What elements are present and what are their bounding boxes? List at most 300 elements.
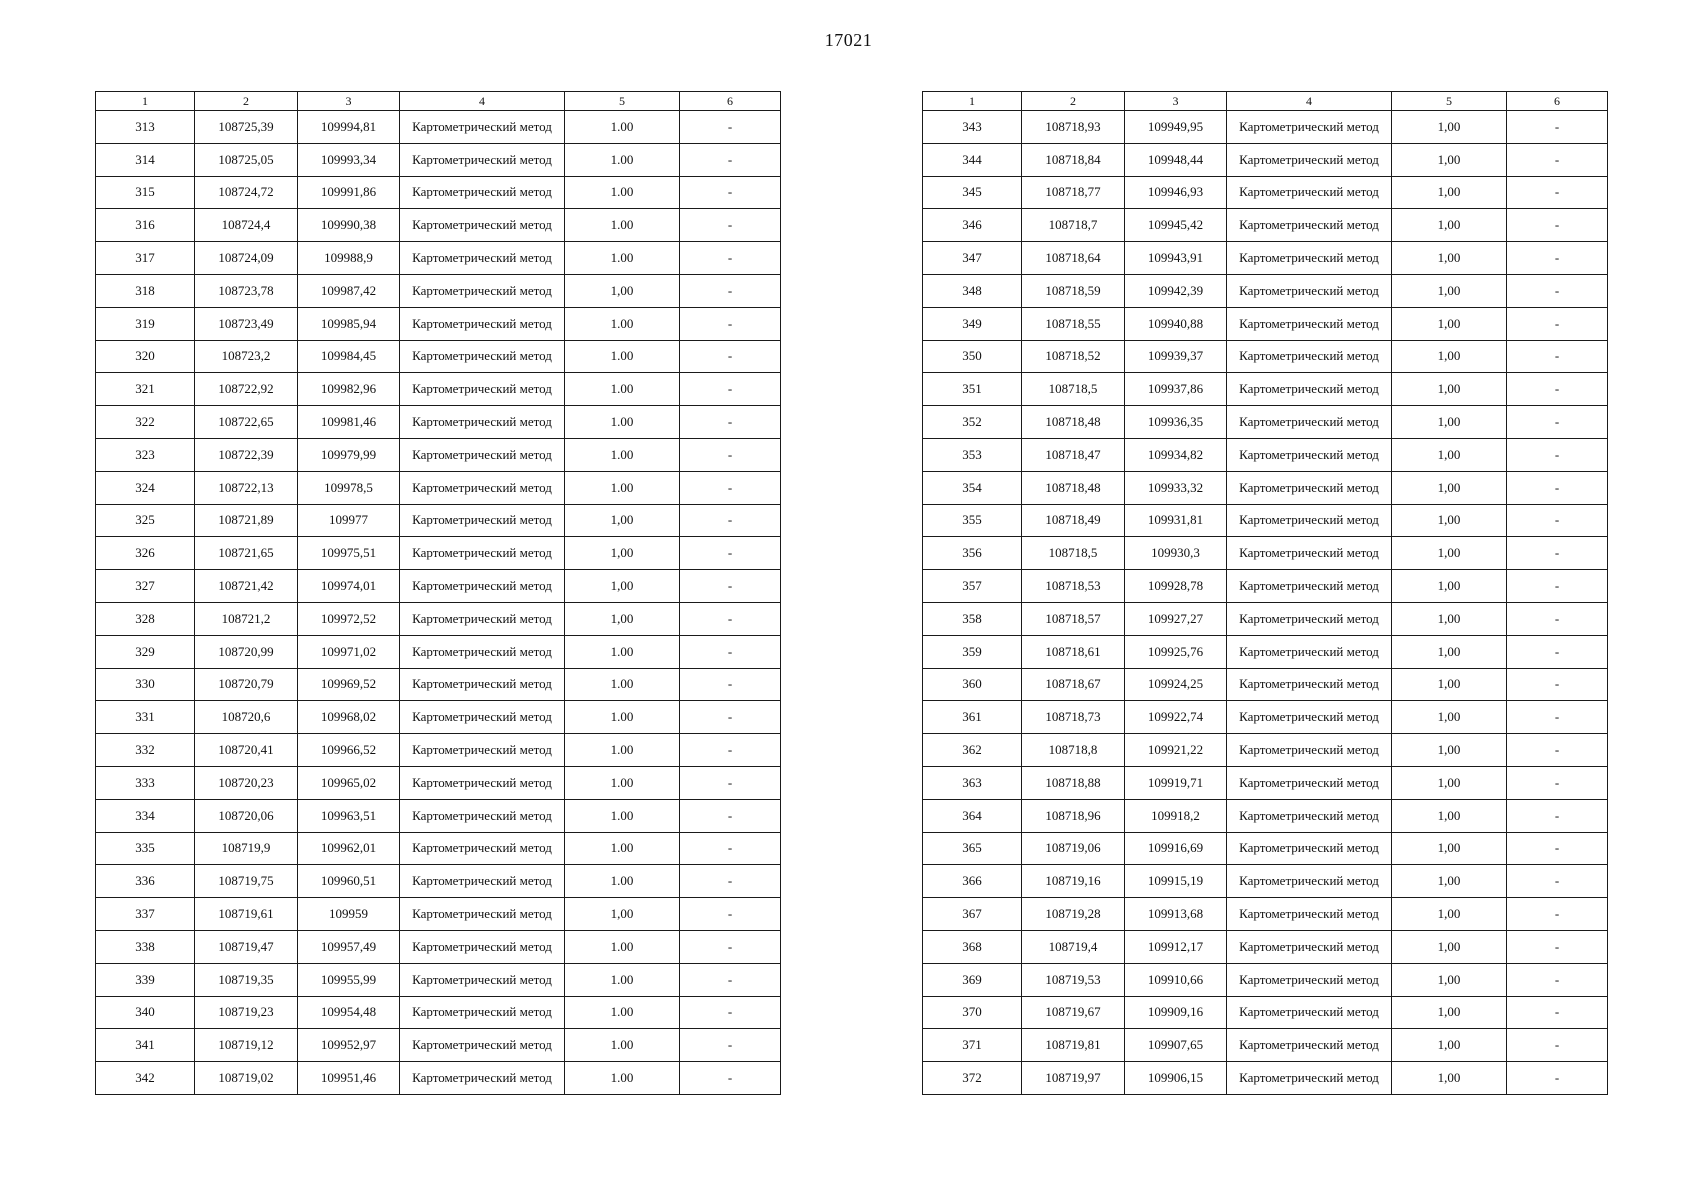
coord-x-cell: 108720,6 — [195, 701, 298, 734]
note-cell: - — [680, 504, 781, 537]
coord-x-cell: 108719,12 — [195, 1029, 298, 1062]
note-cell: - — [680, 701, 781, 734]
coord-y-cell: 109922,74 — [1125, 701, 1227, 734]
table-row — [923, 438, 1608, 471]
accuracy-cell: 1.00 — [565, 406, 680, 439]
accuracy-cell: 1,00 — [1392, 570, 1507, 603]
table-row — [96, 406, 781, 439]
table-row — [96, 865, 781, 898]
note-cell: - — [1507, 504, 1608, 537]
method-cell: Картометрический метод — [400, 406, 565, 439]
accuracy-cell: 1,00 — [1392, 242, 1507, 275]
note-cell: - — [680, 209, 781, 242]
point-number-cell: 323 — [96, 438, 195, 471]
table-row — [923, 307, 1608, 340]
method-cell: Картометрический метод — [400, 209, 565, 242]
point-number-cell: 329 — [96, 635, 195, 668]
point-number-cell: 327 — [96, 570, 195, 603]
method-cell: Картометрический метод — [1227, 930, 1392, 963]
note-cell: - — [680, 799, 781, 832]
accuracy-cell: 1,00 — [565, 570, 680, 603]
coord-y-cell: 109909,16 — [1125, 996, 1227, 1029]
column-header: 4 — [400, 92, 565, 111]
coord-y-cell: 109987,42 — [298, 274, 400, 307]
coord-x-cell: 108718,47 — [1022, 438, 1125, 471]
method-cell: Картометрический метод — [1227, 963, 1392, 996]
method-cell: Картометрический метод — [1227, 406, 1392, 439]
accuracy-cell: 1.00 — [565, 701, 680, 734]
accuracy-cell: 1,00 — [565, 602, 680, 635]
point-number-cell: 313 — [96, 111, 195, 144]
method-cell: Картометрический метод — [400, 570, 565, 603]
table-row — [96, 602, 781, 635]
note-cell: - — [680, 274, 781, 307]
coord-x-cell: 108719,75 — [195, 865, 298, 898]
coord-x-cell: 108718,61 — [1022, 635, 1125, 668]
method-cell: Картометрический метод — [400, 504, 565, 537]
point-number-cell: 359 — [923, 635, 1022, 668]
header-row — [96, 92, 781, 111]
point-number-cell: 356 — [923, 537, 1022, 570]
coord-x-cell: 108718,84 — [1022, 143, 1125, 176]
table-row — [96, 471, 781, 504]
table-row — [96, 242, 781, 275]
table-row — [923, 471, 1608, 504]
coord-y-cell: 109931,81 — [1125, 504, 1227, 537]
coord-y-cell: 109955,99 — [298, 963, 400, 996]
accuracy-cell: 1,00 — [1392, 340, 1507, 373]
accuracy-cell: 1.00 — [565, 438, 680, 471]
point-number-cell: 321 — [96, 373, 195, 406]
note-cell: - — [1507, 832, 1608, 865]
point-number-cell: 345 — [923, 176, 1022, 209]
coord-x-cell: 108721,42 — [195, 570, 298, 603]
note-cell: - — [680, 143, 781, 176]
method-cell: Картометрический метод — [400, 438, 565, 471]
coord-x-cell: 108718,5 — [1022, 373, 1125, 406]
coord-y-cell: 109957,49 — [298, 930, 400, 963]
accuracy-cell: 1,00 — [1392, 274, 1507, 307]
point-number-cell: 362 — [923, 734, 1022, 767]
accuracy-cell: 1,00 — [1392, 930, 1507, 963]
method-cell: Картометрический метод — [400, 1062, 565, 1095]
note-cell: - — [1507, 1062, 1608, 1095]
point-number-cell: 370 — [923, 996, 1022, 1029]
coord-y-cell: 109925,76 — [1125, 635, 1227, 668]
method-cell: Картометрический метод — [400, 668, 565, 701]
method-cell: Картометрический метод — [1227, 799, 1392, 832]
coord-y-cell: 109951,46 — [298, 1062, 400, 1095]
table-row — [923, 799, 1608, 832]
accuracy-cell: 1,00 — [1392, 734, 1507, 767]
coord-x-cell: 108719,47 — [195, 930, 298, 963]
point-number-cell: 322 — [96, 406, 195, 439]
note-cell: - — [680, 668, 781, 701]
method-cell: Картометрический метод — [400, 1029, 565, 1062]
point-number-cell: 328 — [96, 602, 195, 635]
coord-y-cell: 109993,34 — [298, 143, 400, 176]
coord-y-cell: 109949,95 — [1125, 111, 1227, 144]
table-row — [923, 766, 1608, 799]
accuracy-cell: 1.00 — [565, 340, 680, 373]
point-number-cell: 367 — [923, 898, 1022, 931]
coord-y-cell: 109918,2 — [1125, 799, 1227, 832]
method-cell: Картометрический метод — [1227, 734, 1392, 767]
method-cell: Картометрический метод — [400, 963, 565, 996]
table-row — [96, 734, 781, 767]
coordinates-table-left — [95, 91, 781, 1095]
table-row — [96, 701, 781, 734]
coord-x-cell: 108718,52 — [1022, 340, 1125, 373]
table-row — [923, 668, 1608, 701]
table-row — [923, 734, 1608, 767]
method-cell: Картометрический метод — [1227, 668, 1392, 701]
coord-y-cell: 109988,9 — [298, 242, 400, 275]
method-cell: Картометрический метод — [400, 373, 565, 406]
note-cell: - — [1507, 143, 1608, 176]
table-row — [923, 963, 1608, 996]
coord-y-cell: 109943,91 — [1125, 242, 1227, 275]
note-cell: - — [1507, 898, 1608, 931]
table-row — [923, 143, 1608, 176]
method-cell: Картометрический метод — [400, 340, 565, 373]
coord-x-cell: 108722,39 — [195, 438, 298, 471]
coord-y-cell: 109913,68 — [1125, 898, 1227, 931]
coord-x-cell: 108721,2 — [195, 602, 298, 635]
table-row — [96, 570, 781, 603]
point-number-cell: 319 — [96, 307, 195, 340]
coord-x-cell: 108724,09 — [195, 242, 298, 275]
column-header: 1 — [923, 92, 1022, 111]
coord-y-cell: 109969,52 — [298, 668, 400, 701]
coord-y-cell: 109962,01 — [298, 832, 400, 865]
accuracy-cell: 1.00 — [565, 799, 680, 832]
table-row — [96, 832, 781, 865]
coord-x-cell: 108718,55 — [1022, 307, 1125, 340]
coord-x-cell: 108718,59 — [1022, 274, 1125, 307]
coord-y-cell: 109906,15 — [1125, 1062, 1227, 1095]
note-cell: - — [1507, 570, 1608, 603]
note-cell: - — [1507, 963, 1608, 996]
coord-x-cell: 108724,4 — [195, 209, 298, 242]
coord-y-cell: 109934,82 — [1125, 438, 1227, 471]
table-row — [923, 832, 1608, 865]
table-row — [923, 537, 1608, 570]
coord-y-cell: 109930,3 — [1125, 537, 1227, 570]
note-cell: - — [680, 635, 781, 668]
coord-y-cell: 109959 — [298, 898, 400, 931]
table-row — [923, 1029, 1608, 1062]
coordinates-table-right — [922, 91, 1608, 1095]
point-number-cell: 361 — [923, 701, 1022, 734]
point-number-cell: 337 — [96, 898, 195, 931]
column-header: 6 — [1507, 92, 1608, 111]
accuracy-cell: 1,00 — [1392, 898, 1507, 931]
table-row — [923, 701, 1608, 734]
coord-x-cell: 108719,35 — [195, 963, 298, 996]
note-cell: - — [1507, 471, 1608, 504]
coord-x-cell: 108719,02 — [195, 1062, 298, 1095]
method-cell: Картометрический метод — [1227, 996, 1392, 1029]
coord-x-cell: 108718,8 — [1022, 734, 1125, 767]
accuracy-cell: 1,00 — [1392, 832, 1507, 865]
point-number-cell: 342 — [96, 1062, 195, 1095]
coord-x-cell: 108719,53 — [1022, 963, 1125, 996]
coord-x-cell: 108718,48 — [1022, 406, 1125, 439]
coord-x-cell: 108720,79 — [195, 668, 298, 701]
table-row — [96, 668, 781, 701]
method-cell: Картометрический метод — [1227, 111, 1392, 144]
point-number-cell: 318 — [96, 274, 195, 307]
accuracy-cell: 1,00 — [565, 537, 680, 570]
coord-y-cell: 109982,96 — [298, 373, 400, 406]
table-row — [923, 176, 1608, 209]
table-row — [96, 111, 781, 144]
note-cell: - — [680, 111, 781, 144]
table-body — [96, 111, 781, 1095]
point-number-cell: 353 — [923, 438, 1022, 471]
column-header: 3 — [298, 92, 400, 111]
note-cell: - — [680, 537, 781, 570]
coord-x-cell: 108719,67 — [1022, 996, 1125, 1029]
coord-y-cell: 109912,17 — [1125, 930, 1227, 963]
table-row — [96, 307, 781, 340]
table-row — [96, 209, 781, 242]
method-cell: Картометрический метод — [400, 307, 565, 340]
point-number-cell: 350 — [923, 340, 1022, 373]
page-number: 17021 — [824, 30, 873, 50]
method-cell: Картометрический метод — [400, 274, 565, 307]
table-row — [923, 373, 1608, 406]
method-cell: Картометрический метод — [1227, 865, 1392, 898]
coord-x-cell: 108718,49 — [1022, 504, 1125, 537]
note-cell: - — [680, 242, 781, 275]
table-row — [923, 340, 1608, 373]
accuracy-cell: 1.00 — [565, 307, 680, 340]
note-cell: - — [680, 996, 781, 1029]
method-cell: Картометрический метод — [1227, 602, 1392, 635]
table-row — [923, 635, 1608, 668]
method-cell: Картометрический метод — [400, 111, 565, 144]
coord-x-cell: 108719,81 — [1022, 1029, 1125, 1062]
table-row — [923, 274, 1608, 307]
table-header — [96, 92, 781, 111]
coord-y-cell: 109946,93 — [1125, 176, 1227, 209]
method-cell: Картометрический метод — [1227, 832, 1392, 865]
note-cell: - — [1507, 406, 1608, 439]
point-number-cell: 346 — [923, 209, 1022, 242]
note-cell: - — [680, 963, 781, 996]
accuracy-cell: 1,00 — [1392, 373, 1507, 406]
accuracy-cell: 1,00 — [1392, 307, 1507, 340]
table-row — [923, 602, 1608, 635]
accuracy-cell: 1,00 — [1392, 1029, 1507, 1062]
note-cell: - — [680, 340, 781, 373]
point-number-cell: 348 — [923, 274, 1022, 307]
coord-y-cell: 109972,52 — [298, 602, 400, 635]
coord-x-cell: 108725,05 — [195, 143, 298, 176]
point-number-cell: 351 — [923, 373, 1022, 406]
accuracy-cell: 1,00 — [1392, 111, 1507, 144]
method-cell: Картометрический метод — [400, 143, 565, 176]
accuracy-cell: 1,00 — [565, 274, 680, 307]
column-header: 3 — [1125, 92, 1227, 111]
method-cell: Картометрический метод — [400, 471, 565, 504]
method-cell: Картометрический метод — [1227, 1029, 1392, 1062]
table-row — [923, 504, 1608, 537]
table-row — [923, 1062, 1608, 1095]
coord-y-cell: 109948,44 — [1125, 143, 1227, 176]
note-cell: - — [1507, 602, 1608, 635]
coord-x-cell: 108719,61 — [195, 898, 298, 931]
coord-y-cell: 109937,86 — [1125, 373, 1227, 406]
note-cell: - — [1507, 1029, 1608, 1062]
point-number-cell: 320 — [96, 340, 195, 373]
note-cell: - — [1507, 701, 1608, 734]
coord-y-cell: 109928,78 — [1125, 570, 1227, 603]
accuracy-cell: 1.00 — [565, 373, 680, 406]
note-cell: - — [1507, 307, 1608, 340]
column-header: 6 — [680, 92, 781, 111]
coord-y-cell: 109994,81 — [298, 111, 400, 144]
accuracy-cell: 1,00 — [1392, 701, 1507, 734]
column-header: 5 — [1392, 92, 1507, 111]
table-row — [923, 865, 1608, 898]
note-cell: - — [680, 1062, 781, 1095]
table-row — [96, 274, 781, 307]
coord-y-cell: 109974,01 — [298, 570, 400, 603]
table-row — [96, 504, 781, 537]
point-number-cell: 368 — [923, 930, 1022, 963]
note-cell: - — [1507, 734, 1608, 767]
coord-y-cell: 109954,48 — [298, 996, 400, 1029]
coord-x-cell: 108723,2 — [195, 340, 298, 373]
point-number-cell: 340 — [96, 996, 195, 1029]
method-cell: Картометрический метод — [400, 996, 565, 1029]
accuracy-cell: 1,00 — [1392, 635, 1507, 668]
note-cell: - — [1507, 996, 1608, 1029]
coord-y-cell: 109965,02 — [298, 766, 400, 799]
header-row — [923, 92, 1608, 111]
note-cell: - — [1507, 537, 1608, 570]
method-cell: Картометрический метод — [1227, 701, 1392, 734]
method-cell: Картометрический метод — [1227, 504, 1392, 537]
coord-x-cell: 108718,88 — [1022, 766, 1125, 799]
coord-x-cell: 108718,53 — [1022, 570, 1125, 603]
accuracy-cell: 1.00 — [565, 1062, 680, 1095]
note-cell: - — [680, 471, 781, 504]
note-cell: - — [1507, 766, 1608, 799]
table-row — [96, 143, 781, 176]
point-number-cell: 314 — [96, 143, 195, 176]
point-number-cell: 338 — [96, 930, 195, 963]
accuracy-cell: 1.00 — [565, 963, 680, 996]
coord-x-cell: 108718,5 — [1022, 537, 1125, 570]
coord-y-cell: 109968,02 — [298, 701, 400, 734]
method-cell: Картометрический метод — [1227, 570, 1392, 603]
coord-y-cell: 109963,51 — [298, 799, 400, 832]
coord-y-cell: 109960,51 — [298, 865, 400, 898]
coord-y-cell: 109945,42 — [1125, 209, 1227, 242]
coord-y-cell: 109991,86 — [298, 176, 400, 209]
point-number-cell: 335 — [96, 832, 195, 865]
note-cell: - — [1507, 242, 1608, 275]
point-number-cell: 360 — [923, 668, 1022, 701]
coord-x-cell: 108725,39 — [195, 111, 298, 144]
table-row — [96, 930, 781, 963]
point-number-cell: 332 — [96, 734, 195, 767]
note-cell: - — [680, 570, 781, 603]
point-number-cell: 364 — [923, 799, 1022, 832]
table-row — [923, 570, 1608, 603]
coord-x-cell: 108720,23 — [195, 766, 298, 799]
accuracy-cell: 1,00 — [1392, 537, 1507, 570]
method-cell: Картометрический метод — [1227, 143, 1392, 176]
coord-y-cell: 109979,99 — [298, 438, 400, 471]
coord-x-cell: 108718,48 — [1022, 471, 1125, 504]
point-number-cell: 355 — [923, 504, 1022, 537]
coord-y-cell: 109936,35 — [1125, 406, 1227, 439]
point-number-cell: 336 — [96, 865, 195, 898]
point-number-cell: 354 — [923, 471, 1022, 504]
coord-x-cell: 108724,72 — [195, 176, 298, 209]
coord-y-cell: 109921,22 — [1125, 734, 1227, 767]
accuracy-cell: 1.00 — [565, 111, 680, 144]
coord-x-cell: 108719,9 — [195, 832, 298, 865]
point-number-cell: 366 — [923, 865, 1022, 898]
table-row — [923, 209, 1608, 242]
point-number-cell: 369 — [923, 963, 1022, 996]
coord-y-cell: 109977 — [298, 504, 400, 537]
accuracy-cell: 1.00 — [565, 766, 680, 799]
coord-y-cell: 109966,52 — [298, 734, 400, 767]
coord-x-cell: 108720,99 — [195, 635, 298, 668]
coord-x-cell: 108721,65 — [195, 537, 298, 570]
accuracy-cell: 1,00 — [1392, 504, 1507, 537]
accuracy-cell: 1.00 — [565, 996, 680, 1029]
coord-y-cell: 109940,88 — [1125, 307, 1227, 340]
note-cell: - — [1507, 209, 1608, 242]
note-cell: - — [680, 438, 781, 471]
note-cell: - — [680, 373, 781, 406]
accuracy-cell: 1.00 — [565, 1029, 680, 1062]
note-cell: - — [680, 406, 781, 439]
table-row — [96, 766, 781, 799]
coord-y-cell: 109971,02 — [298, 635, 400, 668]
accuracy-cell: 1.00 — [565, 930, 680, 963]
table-row — [96, 438, 781, 471]
point-number-cell: 315 — [96, 176, 195, 209]
accuracy-cell: 1.00 — [565, 668, 680, 701]
accuracy-cell: 1,00 — [1392, 996, 1507, 1029]
accuracy-cell: 1,00 — [1392, 438, 1507, 471]
coord-x-cell: 108719,16 — [1022, 865, 1125, 898]
coord-y-cell: 109981,46 — [298, 406, 400, 439]
method-cell: Картометрический метод — [400, 865, 565, 898]
coord-y-cell: 109990,38 — [298, 209, 400, 242]
note-cell: - — [1507, 373, 1608, 406]
method-cell: Картометрический метод — [1227, 898, 1392, 931]
table-row — [923, 242, 1608, 275]
coord-y-cell: 109915,19 — [1125, 865, 1227, 898]
point-number-cell: 330 — [96, 668, 195, 701]
note-cell: - — [1507, 111, 1608, 144]
point-number-cell: 363 — [923, 766, 1022, 799]
note-cell: - — [1507, 635, 1608, 668]
point-number-cell: 365 — [923, 832, 1022, 865]
note-cell: - — [1507, 865, 1608, 898]
method-cell: Картометрический метод — [400, 734, 565, 767]
